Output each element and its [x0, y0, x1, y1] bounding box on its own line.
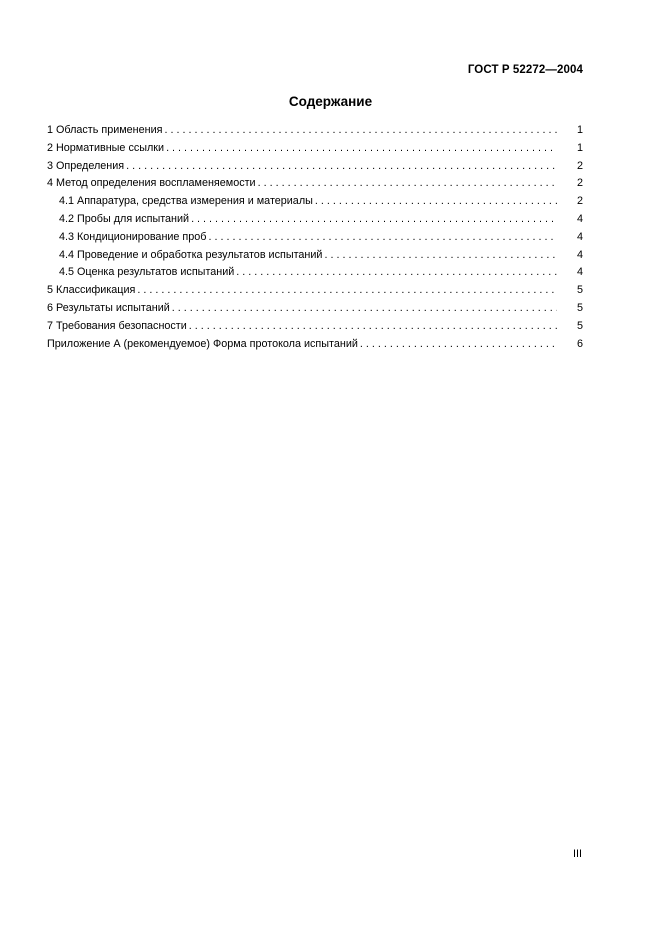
toc-entry-4-2[interactable] [47, 211, 583, 229]
toc-leader-dots [315, 193, 557, 211]
toc-entry-label: Приложение А (рекомендуемое) Форма протокола испытаний [47, 337, 358, 350]
toc-entry-4-3[interactable] [47, 229, 583, 247]
document-code: ГОСТ Р 52272—2004 [467, 64, 583, 76]
toc-entry-page: 5 [576, 284, 583, 297]
toc-leader-dots [258, 175, 557, 193]
toc-leader-dots [191, 211, 557, 229]
toc-leader-dots [172, 300, 557, 318]
toc-entry-page: 2 [576, 177, 583, 190]
toc-leader-dots [208, 229, 557, 247]
toc-entry-label: 4.1 Аппаратура, средства измерения и материалы [59, 195, 313, 208]
toc-entry-label: 5 Классификация [47, 284, 136, 297]
toc-entry-page: 4 [576, 230, 583, 243]
toc-entry-page: 2 [576, 159, 583, 172]
toc-entry-page: 4 [576, 248, 583, 261]
toc-entry-label: 4.5 Оценка результатов испытаний [59, 266, 235, 279]
toc-entry-2[interactable] [47, 140, 583, 158]
toc-entry-4[interactable] [47, 175, 583, 193]
toc-leader-dots [189, 318, 557, 336]
toc-leader-dots [165, 122, 558, 140]
toc-entry-label: 3 Определения [47, 159, 125, 172]
toc-entry-label: 1 Область применения [47, 124, 163, 136]
toc-leader-dots [324, 247, 557, 265]
toc-entry-3[interactable] [47, 158, 583, 176]
toc-leader-dots [236, 264, 557, 282]
toc-entry-7[interactable] [47, 318, 583, 336]
table-of-contents [47, 122, 583, 353]
toc-entry-label: 4.3 Кондиционирование проб [59, 230, 207, 243]
toc-entry-page: 1 [576, 141, 583, 154]
toc-title: Содержание [288, 94, 373, 109]
toc-entry-label: 4 Метод определения воспламеняемости [47, 177, 256, 190]
toc-entry-label: 4.4 Проведение и обработка результатов испытаний [59, 248, 323, 261]
toc-entry-page: 5 [576, 301, 583, 314]
toc-entry-4-1[interactable] [47, 193, 583, 211]
toc-entry-label: 2 Нормативные ссылки [47, 141, 165, 154]
toc-entry-4-4[interactable] [47, 247, 583, 265]
toc-entry-page: 4 [576, 266, 583, 279]
toc-entry-page: 6 [576, 337, 583, 350]
page-number: III [573, 848, 582, 860]
toc-entry-label: 6 Результаты испытаний [47, 301, 170, 314]
toc-entry-label: 4.2 Пробы для испытаний [59, 212, 190, 225]
toc-entry-5[interactable] [47, 282, 583, 300]
toc-entry-appendix-a[interactable] [47, 336, 583, 354]
toc-leader-dots [166, 140, 557, 158]
toc-entry-page: 5 [576, 319, 583, 332]
toc-entry-page: 2 [576, 195, 583, 208]
toc-leader-dots [137, 282, 557, 300]
toc-entry-1[interactable] [47, 122, 583, 140]
toc-entry-4-5[interactable] [47, 264, 583, 282]
toc-leader-dots [126, 158, 557, 176]
toc-entry-6[interactable] [47, 300, 583, 318]
toc-entry-page: 4 [576, 212, 583, 225]
toc-leader-dots [360, 336, 557, 354]
toc-entry-page: 1 [576, 124, 583, 136]
toc-entry-label: 7 Требования безопасности [47, 319, 187, 332]
